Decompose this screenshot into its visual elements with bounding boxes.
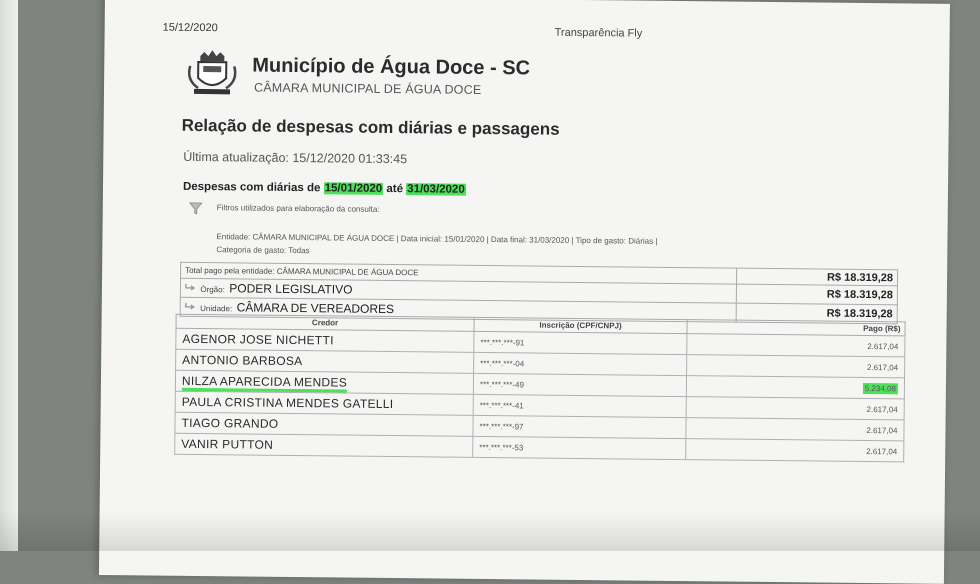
period-start: 15/01/2020 [324,182,383,195]
entity-total-label: Total pago pela entidade: CÂMARA MUNICIPAL DE ÁGUA DOCE [181,262,737,284]
column-header-paid: Pago (R$) [687,320,905,336]
filters-line: Entidade: CÂMARA MUNICIPAL DE ÁGUA DOCE | Data inicial: 15/01/2020 | Data final: 31/03/2020 | Tipo de gasto: Diárias | [216,232,658,246]
sub-level-arrow-icon [185,283,196,292]
filters-title: Filtros utilizados para elaboração da consulta: [216,203,380,214]
creditor-name-text: NILZA APARECIDA MENDES [182,374,347,393]
creditor-paid: 2.617,04 [686,418,904,441]
creditor-name: VANIR PUTTON [175,433,473,457]
period-connector: até [383,182,407,196]
creditor-document: ***.***.***-41 [473,394,686,417]
adjacent-paper-edge [0,0,18,551]
creditor-paid-highlighted [686,376,904,399]
filter-funnel-icon [189,201,203,215]
creditor-name: AGENOR JOSE NICHETTI [176,328,474,352]
municipality-title: Município de Água Doce - SC [252,54,531,80]
creditor-document: ***.***.***-53 [473,436,686,459]
creditor-name: ANTONIO BARBOSA [176,349,474,373]
sub-level-arrow-icon [185,302,196,311]
creditor-document: ***.***.***-97 [473,415,686,438]
column-header-creditor: Credor [176,314,474,331]
report-title: Relação de despesas com diárias e passagens [181,115,560,139]
creditor-paid: 2.617,04 [687,355,905,378]
period-end: 31/03/2020 [407,183,465,196]
unit-label: Unidade: [200,304,233,314]
filters-line: Categoria de gasto: Todas [216,245,310,256]
column-header-document: Inscrição (CPF/CNPJ) [474,317,687,333]
creditor-paid-text: 5.234,08 [863,382,898,393]
photo-shadow [0,511,980,551]
printed-report-page [99,0,950,584]
unit-value: CÂMARA DE VEREADORES [236,300,395,317]
last-update: Última atualização: 15/12/2020 01:33:45 [183,149,408,167]
municipality-subtitle: CÂMARA MUNICIPAL DE ÁGUA DOCE [253,80,482,97]
municipal-crest-icon [184,48,240,97]
creditor-document: ***.***.***-91 [474,331,687,354]
creditor-paid: 2.617,04 [686,439,904,462]
print-date: 15/12/2020 [162,21,218,35]
organ-label: Órgão: [200,285,225,295]
entity-total-amount: R$ 18.319,28 [737,268,898,286]
filters-description [216,230,756,262]
period-line [183,181,466,196]
organ-total-amount: R$ 18.319,28 [736,284,897,305]
creditor-paid: 2.617,04 [686,397,904,420]
creditor-name-highlighted [175,370,473,394]
unit-total-amount: R$ 18.319,28 [736,303,897,324]
app-name: Transparência Fly [554,26,643,40]
creditor-document: ***.***.***-49 [473,373,686,396]
period-prefix: Despesas com diárias de [182,180,324,195]
creditor-name: TIAGO GRANDO [175,412,473,436]
organ-value: PODER LEGISLATIVO [229,281,353,297]
creditors-table [174,314,905,463]
creditor-document: ***.***.***-04 [474,352,687,375]
creditor-paid: 2.617,04 [687,334,905,357]
creditor-name: PAULA CRISTINA MENDES GATELLI [175,391,473,415]
